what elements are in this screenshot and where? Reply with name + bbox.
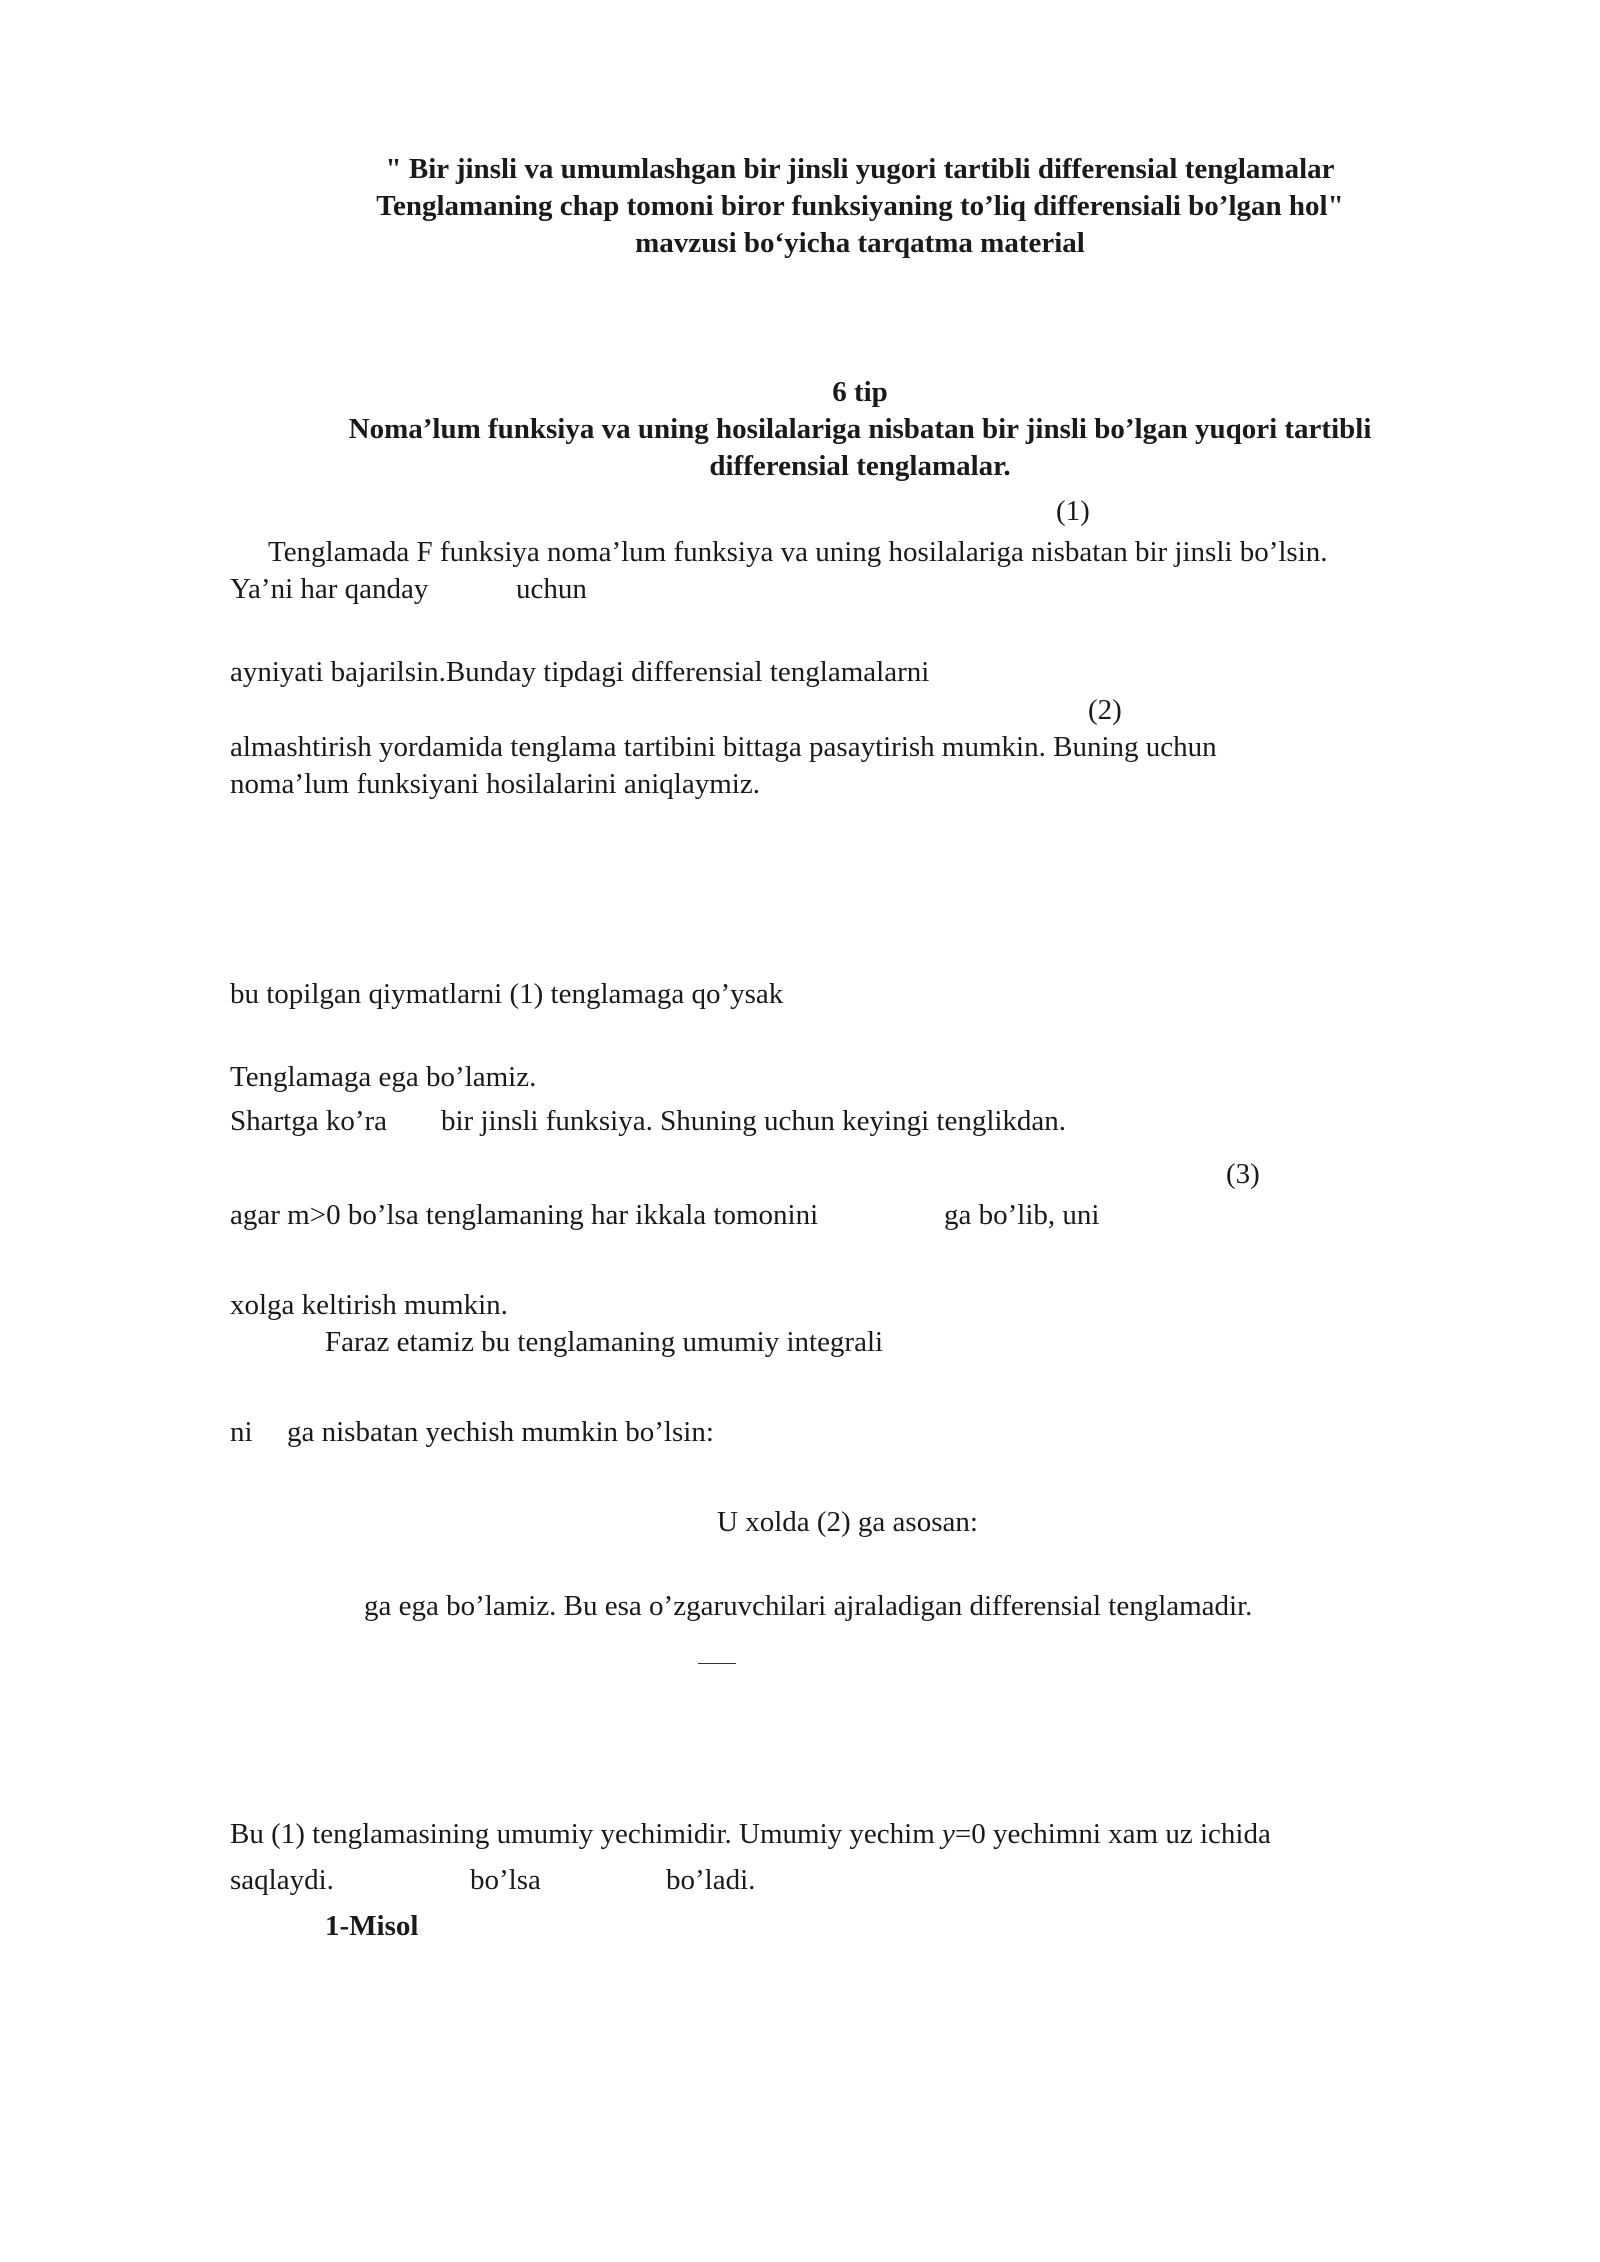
text-derivatives: noma’lum funksiyani hosilalarini aniqlaymiz. [230, 768, 760, 800]
text-by-condition: Shartga ko’ra [230, 1105, 388, 1137]
text-divide: ga bo’lib, uni [944, 1199, 1100, 1231]
text-separable-equation: ga ega bo’lamiz. Bu esa o’zgaruvchilari ajraladigan differensial tenglamadir. [364, 1590, 1253, 1622]
text-general-solution [230, 1817, 1271, 1851]
text-substitution: almashtirish yordamida tenglama tartibini bittaga pasaytirish mumkin. Buning uchun [230, 731, 1217, 763]
section-number: 6 tip [832, 376, 888, 408]
text-for: uchun [516, 573, 587, 605]
text-reduce-form: xolga keltirish mumkin. [230, 1289, 508, 1321]
document-title-line-1: " Bir jinsli va umumlashgan bir jinsli yugori tartibli differensial tenglamalar [385, 153, 1335, 185]
text-if-m-positive: agar m>0 bo’lsa tenglamaning har ikkala tomonini [230, 1199, 819, 1231]
document-title-line-2: Tenglamaning chap tomoni biror funksiyaning to’liq differensiali bo’lgan hol" [376, 190, 1344, 222]
text-if: bo’lsa [470, 1864, 541, 1896]
text-ni: ni [230, 1416, 253, 1448]
section-heading-line-2: differensial tenglamalar. [709, 450, 1011, 482]
equation-label-2: (2) [1088, 694, 1122, 726]
text-contains: saqlaydi. [230, 1864, 334, 1896]
text-for-any: Ya’ni har qanday [230, 573, 429, 605]
example-heading: 1-Misol [325, 1910, 419, 1942]
variable-y: y [942, 1818, 955, 1850]
text-general-solution-start: Bu (1) tenglamasining umumiy yechimidir. Umumiy yechim [230, 1818, 943, 1850]
text-we-get-equation: Tenglamaga ega bo’lamiz. [230, 1061, 537, 1093]
text-homogeneous-function: bir jinsli funksiya. Shuning uchun keyingi tenglikdan. [441, 1105, 1067, 1137]
text-then-by-2: U xolda (2) ga asosan: [717, 1506, 978, 1538]
text-general-integral: Faraz etamiz bu tenglamaning umumiy integrali [325, 1326, 884, 1358]
paragraph-homogeneous-condition: Tenglamada F funksiya noma’lum funksiya va uning hosilalariga nisbatan bir jinsli bo’lsin. [268, 536, 1328, 568]
section-heading-line-1: Noma’lum funksiya va uning hosilalariga nisbatan bir jinsli bo’lgan yuqori tartibli [348, 413, 1372, 445]
document-title-line-3: mavzusi bo‘yicha tarqatma material [635, 227, 1085, 259]
text-general-solution-end: =0 yechimni xam uz ichida [954, 1818, 1271, 1850]
fraction-bar [698, 1663, 736, 1664]
text-will-be: bo’ladi. [666, 1864, 756, 1896]
text-substitute-values: bu topilgan qiymatlarni (1) tenglamaga qo’ysak [230, 978, 784, 1010]
text-solve-for: ga nisbatan yechish mumkin bo’lsin: [287, 1416, 714, 1448]
equation-label-1: (1) [1056, 495, 1090, 527]
equation-label-3: (3) [1226, 1158, 1260, 1190]
text-identity-holds: ayniyati bajarilsin.Bunday tipdagi differensial tenglamalarni [230, 656, 930, 688]
